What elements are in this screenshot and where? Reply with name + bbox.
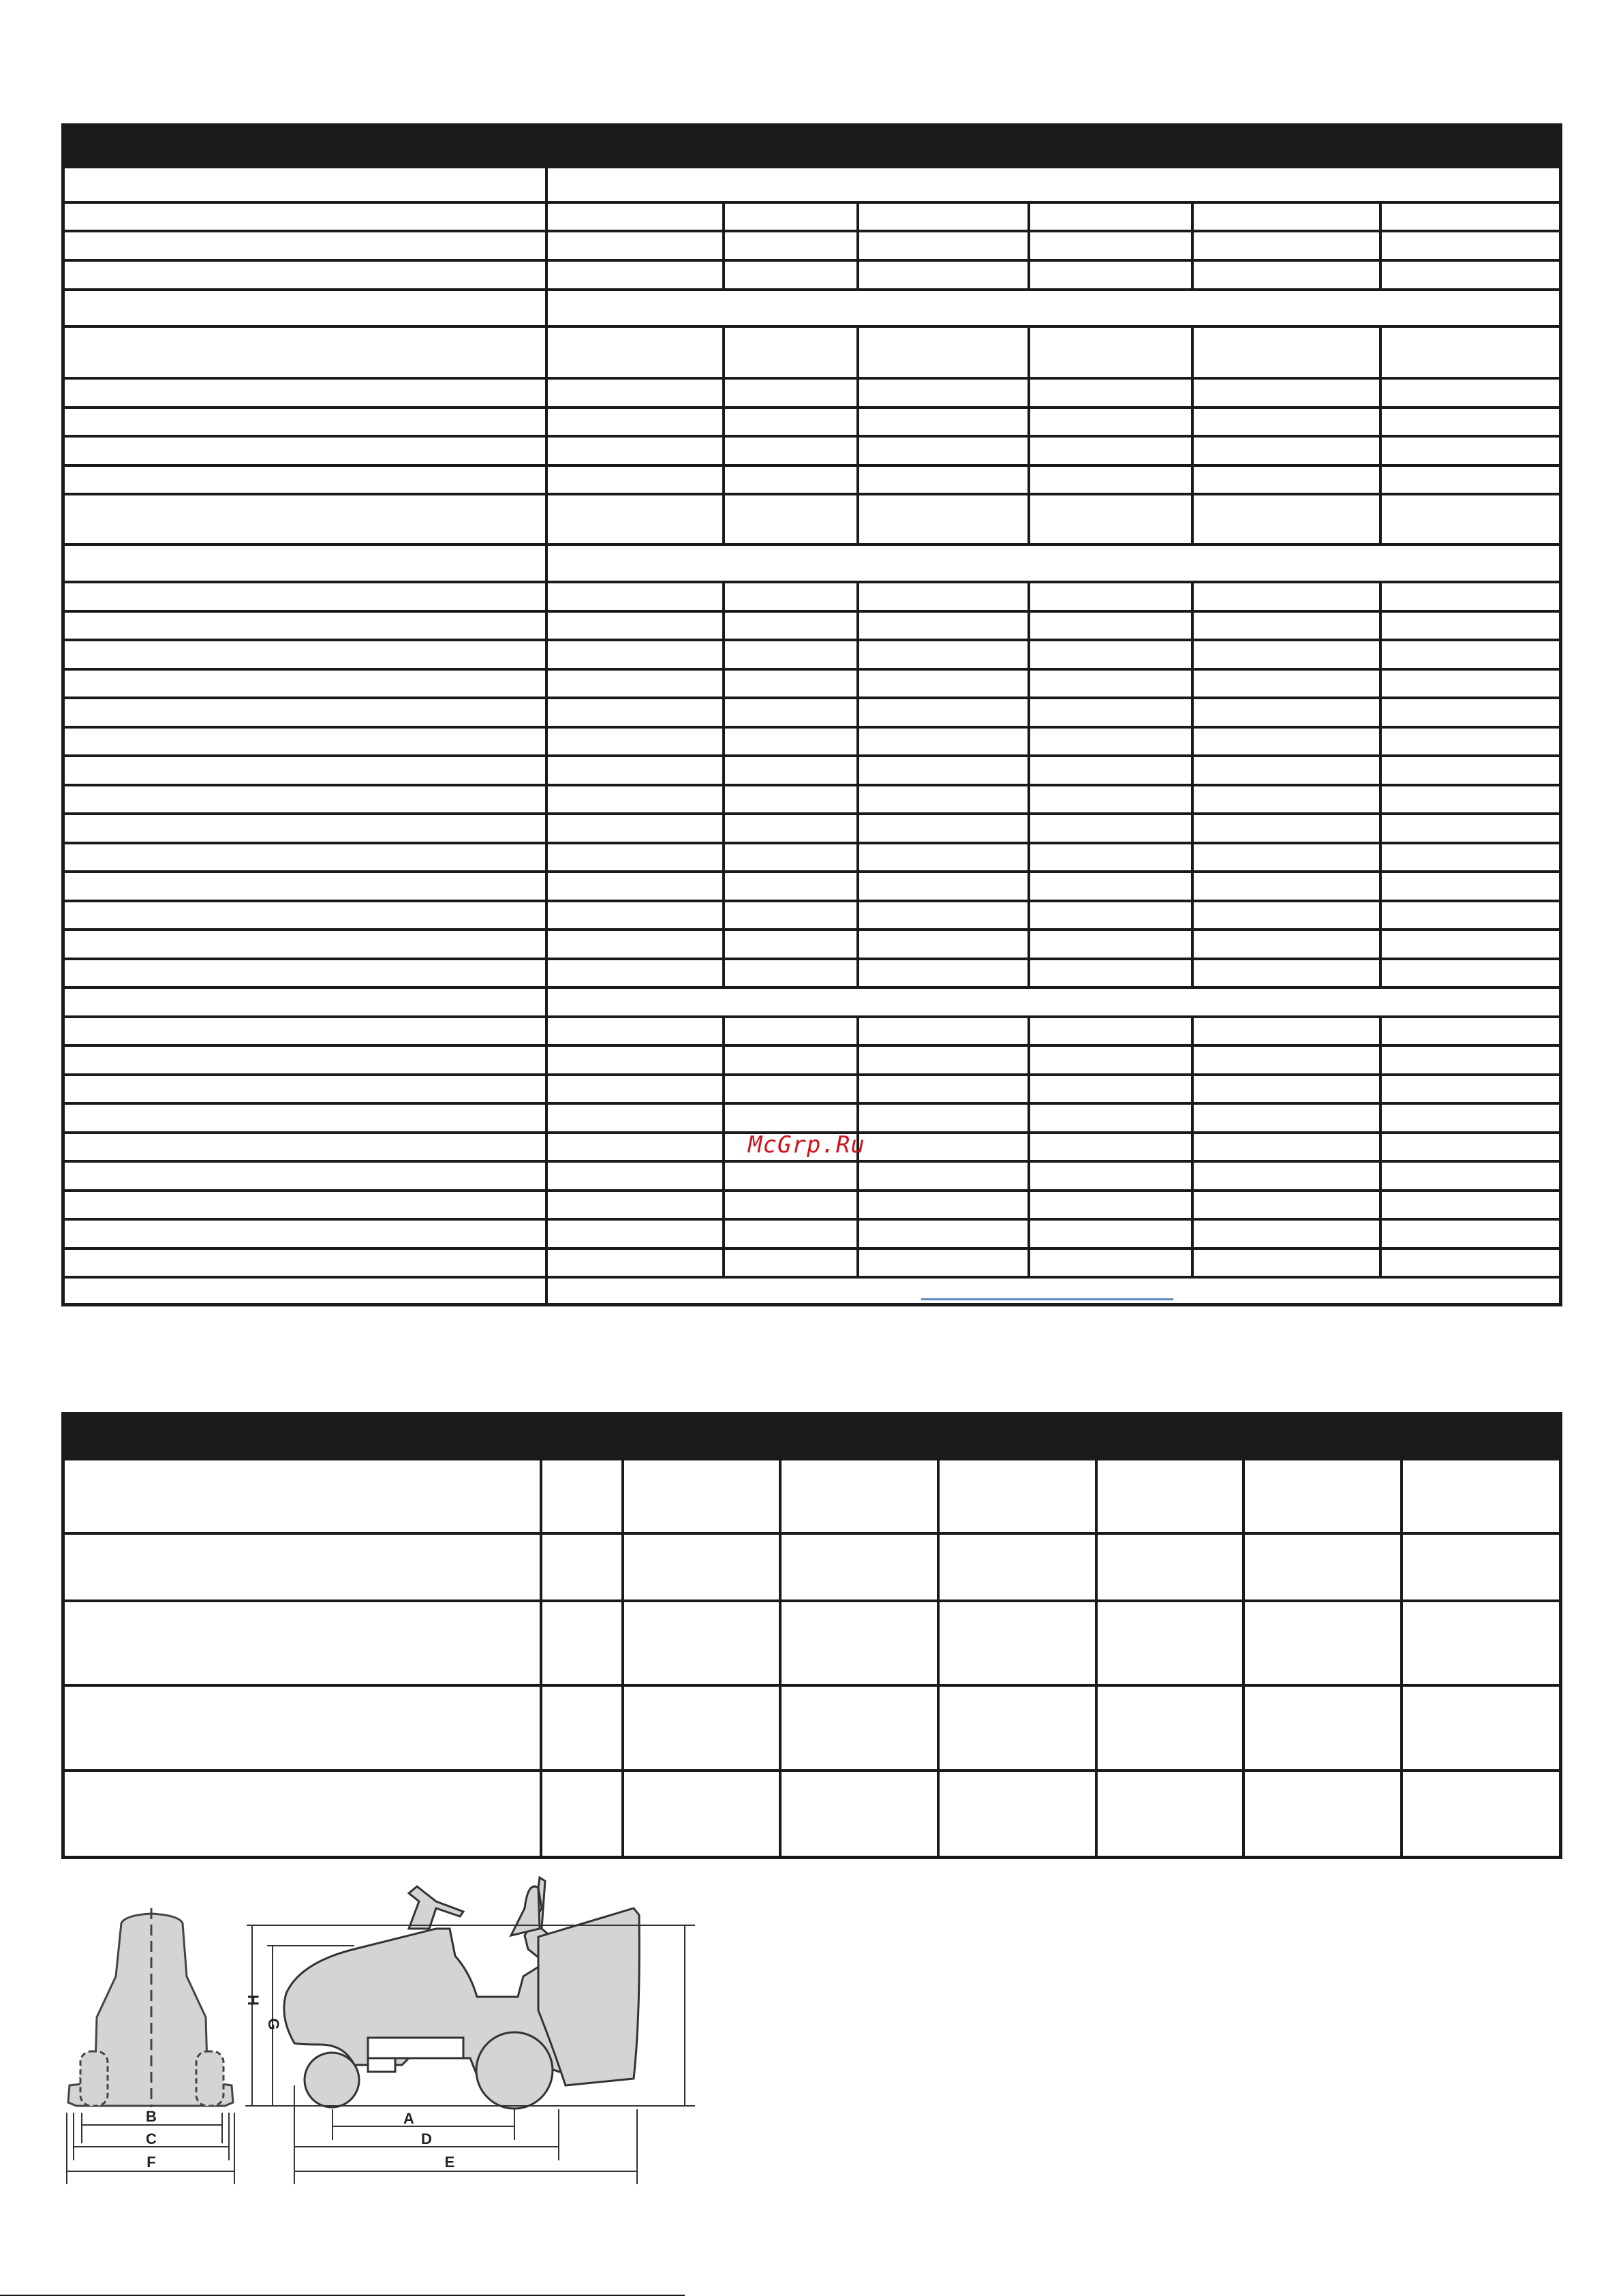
rear-wheel [476, 2032, 553, 2109]
dim-label-d: D [421, 2130, 432, 2147]
dim-label-a: A [403, 2110, 414, 2127]
watermark-text: McGrp.Ru [748, 1131, 865, 1159]
dim-label-g: G [265, 2018, 282, 2030]
mower-deck [368, 2038, 463, 2058]
dim-label-e: E [444, 2154, 455, 2171]
front-right-wheel [196, 2051, 223, 2106]
steering-wheel [409, 1886, 463, 1929]
dim-label-f: F [146, 2154, 156, 2171]
dim-label-h: H [245, 1995, 262, 2006]
front-wheel [305, 2053, 359, 2107]
front-left-wheel [80, 2051, 108, 2106]
dim-label-c: C [146, 2130, 157, 2147]
seat [511, 1886, 540, 1935]
dim-label-b: B [146, 2108, 157, 2125]
